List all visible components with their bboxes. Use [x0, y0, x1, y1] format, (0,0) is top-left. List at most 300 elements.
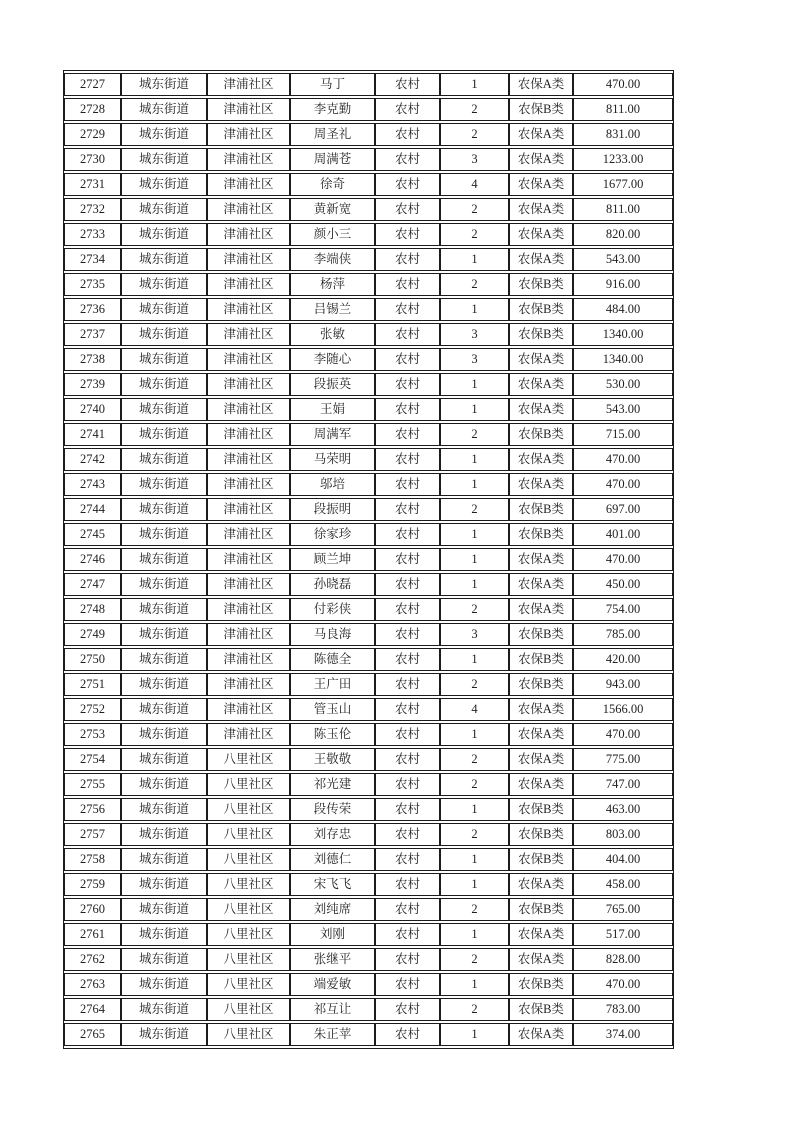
street-cell: 城东街道 [121, 473, 207, 496]
community-cell: 津浦社区 [207, 198, 290, 221]
residence-type-cell: 农村 [375, 873, 440, 896]
community-cell: 八里社区 [207, 823, 290, 846]
residence-type-cell: 农村 [375, 898, 440, 921]
residence-type-cell: 农村 [375, 298, 440, 321]
table-row [64, 573, 673, 596]
residence-type-cell: 农村 [375, 598, 440, 621]
street-cell: 城东街道 [121, 573, 207, 596]
member-count-cell: 2 [440, 948, 509, 971]
member-count-cell: 1 [440, 973, 509, 996]
residence-type-cell: 农村 [375, 848, 440, 871]
serial-cell: 2736 [64, 298, 121, 321]
street-cell: 城东街道 [121, 148, 207, 171]
amount-cell: 754.00 [573, 598, 673, 621]
name-cell: 刘存忠 [290, 823, 375, 846]
serial-cell: 2755 [64, 773, 121, 796]
name-cell: 刘纯席 [290, 898, 375, 921]
table-row [64, 723, 673, 746]
amount-cell: 374.00 [573, 1023, 673, 1046]
community-cell: 八里社区 [207, 923, 290, 946]
amount-cell: 697.00 [573, 498, 673, 521]
street-cell: 城东街道 [121, 323, 207, 346]
name-cell: 段传荣 [290, 798, 375, 821]
community-cell: 津浦社区 [207, 473, 290, 496]
amount-cell: 458.00 [573, 873, 673, 896]
serial-cell: 2748 [64, 598, 121, 621]
table-row [64, 298, 673, 321]
residence-type-cell: 农村 [375, 123, 440, 146]
community-cell: 八里社区 [207, 948, 290, 971]
benefit-table [63, 70, 674, 1049]
table-row [64, 823, 673, 846]
community-cell: 津浦社区 [207, 623, 290, 646]
community-cell: 津浦社区 [207, 73, 290, 96]
residence-type-cell: 农村 [375, 923, 440, 946]
amount-cell: 1340.00 [573, 323, 673, 346]
name-cell: 黄新宽 [290, 198, 375, 221]
insurance-category-cell: 农保A类 [509, 748, 573, 771]
serial-cell: 2733 [64, 223, 121, 246]
member-count-cell: 3 [440, 323, 509, 346]
name-cell: 王广田 [290, 673, 375, 696]
insurance-category-cell: 农保B类 [509, 823, 573, 846]
name-cell: 马荣明 [290, 448, 375, 471]
member-count-cell: 2 [440, 748, 509, 771]
community-cell: 津浦社区 [207, 523, 290, 546]
serial-cell: 2732 [64, 198, 121, 221]
serial-cell: 2749 [64, 623, 121, 646]
name-cell: 王娟 [290, 398, 375, 421]
name-cell: 刘刚 [290, 923, 375, 946]
serial-cell: 2728 [64, 98, 121, 121]
community-cell: 八里社区 [207, 873, 290, 896]
street-cell: 城东街道 [121, 823, 207, 846]
insurance-category-cell: 农保B类 [509, 623, 573, 646]
street-cell: 城东街道 [121, 598, 207, 621]
member-count-cell: 1 [440, 248, 509, 271]
residence-type-cell: 农村 [375, 498, 440, 521]
insurance-category-cell: 农保A类 [509, 873, 573, 896]
insurance-category-cell: 农保A类 [509, 923, 573, 946]
name-cell: 李端侠 [290, 248, 375, 271]
member-count-cell: 1 [440, 798, 509, 821]
community-cell: 津浦社区 [207, 373, 290, 396]
serial-cell: 2757 [64, 823, 121, 846]
amount-cell: 811.00 [573, 198, 673, 221]
table-row [64, 148, 673, 171]
community-cell: 八里社区 [207, 798, 290, 821]
amount-cell: 765.00 [573, 898, 673, 921]
amount-cell: 811.00 [573, 98, 673, 121]
insurance-category-cell: 农保A类 [509, 448, 573, 471]
serial-cell: 2753 [64, 723, 121, 746]
table-row [64, 523, 673, 546]
residence-type-cell: 农村 [375, 348, 440, 371]
name-cell: 孙晓磊 [290, 573, 375, 596]
amount-cell: 820.00 [573, 223, 673, 246]
serial-cell: 2763 [64, 973, 121, 996]
insurance-category-cell: 农保B类 [509, 273, 573, 296]
member-count-cell: 3 [440, 348, 509, 371]
serial-cell: 2737 [64, 323, 121, 346]
street-cell: 城东街道 [121, 1023, 207, 1046]
residence-type-cell: 农村 [375, 223, 440, 246]
street-cell: 城东街道 [121, 798, 207, 821]
amount-cell: 715.00 [573, 423, 673, 446]
member-count-cell: 1 [440, 298, 509, 321]
street-cell: 城东街道 [121, 273, 207, 296]
amount-cell: 530.00 [573, 373, 673, 396]
insurance-category-cell: 农保A类 [509, 948, 573, 971]
table-row [64, 698, 673, 721]
member-count-cell: 1 [440, 873, 509, 896]
community-cell: 津浦社区 [207, 123, 290, 146]
residence-type-cell: 农村 [375, 323, 440, 346]
member-count-cell: 2 [440, 123, 509, 146]
table-row [64, 898, 673, 921]
name-cell: 段振英 [290, 373, 375, 396]
member-count-cell: 1 [440, 1023, 509, 1046]
amount-cell: 484.00 [573, 298, 673, 321]
insurance-category-cell: 农保B类 [509, 523, 573, 546]
residence-type-cell: 农村 [375, 473, 440, 496]
amount-cell: 463.00 [573, 798, 673, 821]
serial-cell: 2761 [64, 923, 121, 946]
name-cell: 周满苍 [290, 148, 375, 171]
serial-cell: 2744 [64, 498, 121, 521]
insurance-category-cell: 农保A类 [509, 198, 573, 221]
amount-cell: 1566.00 [573, 698, 673, 721]
serial-cell: 2750 [64, 648, 121, 671]
member-count-cell: 1 [440, 73, 509, 96]
insurance-category-cell: 农保A类 [509, 548, 573, 571]
serial-cell: 2756 [64, 798, 121, 821]
insurance-category-cell: 农保B类 [509, 298, 573, 321]
member-count-cell: 1 [440, 723, 509, 746]
name-cell: 宋飞飞 [290, 873, 375, 896]
insurance-category-cell: 农保B类 [509, 998, 573, 1021]
serial-cell: 2765 [64, 1023, 121, 1046]
insurance-category-cell: 农保A类 [509, 173, 573, 196]
member-count-cell: 2 [440, 98, 509, 121]
residence-type-cell: 农村 [375, 173, 440, 196]
member-count-cell: 2 [440, 198, 509, 221]
amount-cell: 450.00 [573, 573, 673, 596]
name-cell: 管玉山 [290, 698, 375, 721]
serial-cell: 2727 [64, 73, 121, 96]
street-cell: 城东街道 [121, 348, 207, 371]
street-cell: 城东街道 [121, 698, 207, 721]
table-row [64, 98, 673, 121]
amount-cell: 1677.00 [573, 173, 673, 196]
table-row [64, 773, 673, 796]
insurance-category-cell: 农保A类 [509, 123, 573, 146]
residence-type-cell: 农村 [375, 73, 440, 96]
table-row [64, 348, 673, 371]
table-row [64, 473, 673, 496]
street-cell: 城东街道 [121, 498, 207, 521]
table-row [64, 198, 673, 221]
serial-cell: 2738 [64, 348, 121, 371]
insurance-category-cell: 农保B类 [509, 648, 573, 671]
insurance-category-cell: 农保A类 [509, 248, 573, 271]
table-row [64, 423, 673, 446]
serial-cell: 2743 [64, 473, 121, 496]
insurance-category-cell: 农保B类 [509, 848, 573, 871]
table-row [64, 998, 673, 1021]
insurance-category-cell: 农保A类 [509, 698, 573, 721]
street-cell: 城东街道 [121, 523, 207, 546]
residence-type-cell: 农村 [375, 698, 440, 721]
amount-cell: 783.00 [573, 998, 673, 1021]
community-cell: 津浦社区 [207, 548, 290, 571]
amount-cell: 747.00 [573, 773, 673, 796]
insurance-category-cell: 农保B类 [509, 898, 573, 921]
serial-cell: 2740 [64, 398, 121, 421]
community-cell: 津浦社区 [207, 98, 290, 121]
table-row [64, 748, 673, 771]
amount-cell: 803.00 [573, 823, 673, 846]
insurance-category-cell: 农保A类 [509, 1023, 573, 1046]
name-cell: 杨萍 [290, 273, 375, 296]
amount-cell: 831.00 [573, 123, 673, 146]
table-row [64, 373, 673, 396]
street-cell: 城东街道 [121, 548, 207, 571]
serial-cell: 2745 [64, 523, 121, 546]
street-cell: 城东街道 [121, 848, 207, 871]
community-cell: 津浦社区 [207, 298, 290, 321]
member-count-cell: 1 [440, 648, 509, 671]
community-cell: 津浦社区 [207, 673, 290, 696]
residence-type-cell: 农村 [375, 723, 440, 746]
insurance-category-cell: 农保B类 [509, 498, 573, 521]
name-cell: 李随心 [290, 348, 375, 371]
name-cell: 朱正苹 [290, 1023, 375, 1046]
name-cell: 端爱敏 [290, 973, 375, 996]
street-cell: 城东街道 [121, 398, 207, 421]
member-count-cell: 1 [440, 573, 509, 596]
community-cell: 津浦社区 [207, 648, 290, 671]
serial-cell: 2731 [64, 173, 121, 196]
amount-cell: 943.00 [573, 673, 673, 696]
community-cell: 八里社区 [207, 973, 290, 996]
serial-cell: 2752 [64, 698, 121, 721]
residence-type-cell: 农村 [375, 273, 440, 296]
table-row [64, 248, 673, 271]
community-cell: 津浦社区 [207, 348, 290, 371]
table-row [64, 1023, 673, 1046]
name-cell: 陈玉伦 [290, 723, 375, 746]
residence-type-cell: 农村 [375, 148, 440, 171]
serial-cell: 2758 [64, 848, 121, 871]
serial-cell: 2759 [64, 873, 121, 896]
insurance-category-cell: 农保A类 [509, 223, 573, 246]
residence-type-cell: 农村 [375, 998, 440, 1021]
amount-cell: 543.00 [573, 398, 673, 421]
residence-type-cell: 农村 [375, 373, 440, 396]
name-cell: 徐奇 [290, 173, 375, 196]
amount-cell: 543.00 [573, 248, 673, 271]
community-cell: 八里社区 [207, 848, 290, 871]
benefit-table-body [64, 73, 673, 1046]
table-row [64, 873, 673, 896]
residence-type-cell: 农村 [375, 248, 440, 271]
street-cell: 城东街道 [121, 723, 207, 746]
insurance-category-cell: 农保B类 [509, 973, 573, 996]
community-cell: 津浦社区 [207, 148, 290, 171]
residence-type-cell: 农村 [375, 748, 440, 771]
residence-type-cell: 农村 [375, 973, 440, 996]
community-cell: 津浦社区 [207, 423, 290, 446]
street-cell: 城东街道 [121, 248, 207, 271]
member-count-cell: 2 [440, 273, 509, 296]
serial-cell: 2746 [64, 548, 121, 571]
member-count-cell: 2 [440, 773, 509, 796]
member-count-cell: 2 [440, 423, 509, 446]
serial-cell: 2747 [64, 573, 121, 596]
name-cell: 祁光建 [290, 773, 375, 796]
street-cell: 城东街道 [121, 923, 207, 946]
member-count-cell: 1 [440, 448, 509, 471]
name-cell: 段振明 [290, 498, 375, 521]
community-cell: 津浦社区 [207, 323, 290, 346]
street-cell: 城东街道 [121, 973, 207, 996]
insurance-category-cell: 农保A类 [509, 473, 573, 496]
insurance-category-cell: 农保A类 [509, 73, 573, 96]
serial-cell: 2730 [64, 148, 121, 171]
residence-type-cell: 农村 [375, 398, 440, 421]
street-cell: 城东街道 [121, 998, 207, 1021]
street-cell: 城东街道 [121, 623, 207, 646]
serial-cell: 2760 [64, 898, 121, 921]
residence-type-cell: 农村 [375, 1023, 440, 1046]
table-row [64, 223, 673, 246]
member-count-cell: 1 [440, 548, 509, 571]
name-cell: 张继平 [290, 948, 375, 971]
amount-cell: 420.00 [573, 648, 673, 671]
residence-type-cell: 农村 [375, 623, 440, 646]
community-cell: 津浦社区 [207, 573, 290, 596]
residence-type-cell: 农村 [375, 198, 440, 221]
residence-type-cell: 农村 [375, 523, 440, 546]
insurance-category-cell: 农保B类 [509, 423, 573, 446]
residence-type-cell: 农村 [375, 773, 440, 796]
amount-cell: 470.00 [573, 73, 673, 96]
amount-cell: 517.00 [573, 923, 673, 946]
member-count-cell: 2 [440, 898, 509, 921]
member-count-cell: 2 [440, 998, 509, 1021]
member-count-cell: 1 [440, 398, 509, 421]
residence-type-cell: 农村 [375, 423, 440, 446]
amount-cell: 401.00 [573, 523, 673, 546]
community-cell: 八里社区 [207, 773, 290, 796]
community-cell: 津浦社区 [207, 248, 290, 271]
community-cell: 津浦社区 [207, 398, 290, 421]
member-count-cell: 1 [440, 848, 509, 871]
residence-type-cell: 农村 [375, 798, 440, 821]
street-cell: 城东街道 [121, 748, 207, 771]
amount-cell: 470.00 [573, 473, 673, 496]
name-cell: 付彩侠 [290, 598, 375, 621]
amount-cell: 828.00 [573, 948, 673, 971]
community-cell: 津浦社区 [207, 223, 290, 246]
serial-cell: 2762 [64, 948, 121, 971]
member-count-cell: 3 [440, 148, 509, 171]
table-row [64, 923, 673, 946]
name-cell: 刘德仁 [290, 848, 375, 871]
table-row [64, 648, 673, 671]
table-row [64, 948, 673, 971]
insurance-category-cell: 农保A类 [509, 723, 573, 746]
serial-cell: 2739 [64, 373, 121, 396]
name-cell: 邬培 [290, 473, 375, 496]
amount-cell: 404.00 [573, 848, 673, 871]
street-cell: 城东街道 [121, 373, 207, 396]
serial-cell: 2741 [64, 423, 121, 446]
name-cell: 王敬敬 [290, 748, 375, 771]
insurance-category-cell: 农保B类 [509, 798, 573, 821]
community-cell: 津浦社区 [207, 498, 290, 521]
residence-type-cell: 农村 [375, 448, 440, 471]
insurance-category-cell: 农保A类 [509, 573, 573, 596]
amount-cell: 470.00 [573, 448, 673, 471]
name-cell: 马丁 [290, 73, 375, 96]
street-cell: 城东街道 [121, 648, 207, 671]
serial-cell: 2751 [64, 673, 121, 696]
table-row [64, 798, 673, 821]
amount-cell: 470.00 [573, 723, 673, 746]
amount-cell: 785.00 [573, 623, 673, 646]
table-row [64, 973, 673, 996]
insurance-category-cell: 农保B类 [509, 323, 573, 346]
amount-cell: 470.00 [573, 548, 673, 571]
street-cell: 城东街道 [121, 173, 207, 196]
name-cell: 吕锡兰 [290, 298, 375, 321]
amount-cell: 916.00 [573, 273, 673, 296]
serial-cell: 2729 [64, 123, 121, 146]
table-row [64, 448, 673, 471]
insurance-category-cell: 农保B类 [509, 673, 573, 696]
street-cell: 城东街道 [121, 898, 207, 921]
table-row [64, 548, 673, 571]
table-row [64, 673, 673, 696]
insurance-category-cell: 农保A类 [509, 348, 573, 371]
member-count-cell: 4 [440, 698, 509, 721]
street-cell: 城东街道 [121, 73, 207, 96]
community-cell: 津浦社区 [207, 723, 290, 746]
table-row [64, 623, 673, 646]
member-count-cell: 1 [440, 523, 509, 546]
community-cell: 津浦社区 [207, 598, 290, 621]
street-cell: 城东街道 [121, 673, 207, 696]
street-cell: 城东街道 [121, 98, 207, 121]
serial-cell: 2735 [64, 273, 121, 296]
street-cell: 城东街道 [121, 198, 207, 221]
serial-cell: 2754 [64, 748, 121, 771]
serial-cell: 2734 [64, 248, 121, 271]
residence-type-cell: 农村 [375, 648, 440, 671]
name-cell: 颜小三 [290, 223, 375, 246]
street-cell: 城东街道 [121, 423, 207, 446]
street-cell: 城东街道 [121, 773, 207, 796]
serial-cell: 2764 [64, 998, 121, 1021]
member-count-cell: 2 [440, 498, 509, 521]
member-count-cell: 2 [440, 673, 509, 696]
insurance-category-cell: 农保B类 [509, 98, 573, 121]
name-cell: 张敏 [290, 323, 375, 346]
table-row [64, 73, 673, 96]
community-cell: 八里社区 [207, 898, 290, 921]
